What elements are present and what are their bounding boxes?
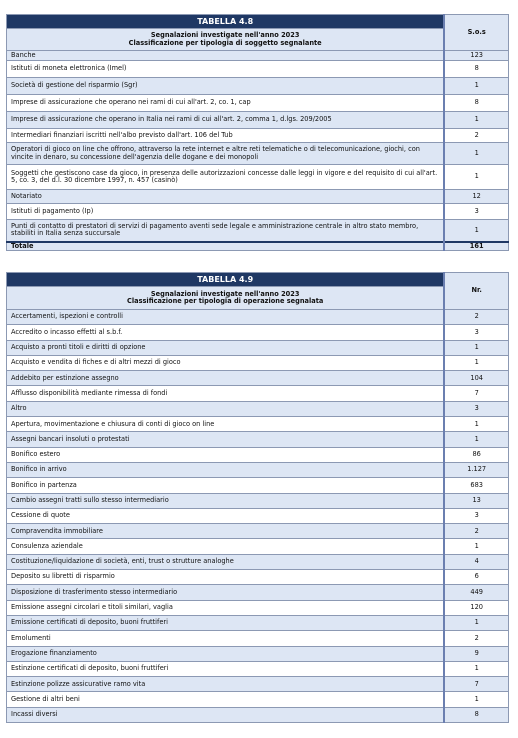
row-value: 3 — [444, 401, 508, 416]
row-value: 1 — [444, 417, 508, 432]
table-body — [7, 51, 509, 242]
row-value: 683 — [444, 478, 508, 493]
row-label: Afflusso disponibilità mediante rimessa di fondi — [7, 386, 445, 401]
table-row — [7, 570, 509, 585]
row-value: 8 — [444, 95, 508, 112]
row-label: Gestione di altri beni — [7, 692, 445, 707]
table-row — [7, 462, 509, 477]
table-title: TABELLA 4.8 — [7, 15, 445, 29]
table-subtitle — [7, 287, 445, 310]
table-row — [7, 51, 509, 61]
row-value: 3 — [444, 508, 508, 523]
row-value: 1 — [444, 220, 508, 242]
row-label: Estinzione polizze assicurative ramo vita — [7, 677, 445, 692]
row-label: Cessione di quote — [7, 508, 445, 523]
row-label: Disposizione di trasferimento stesso intermediario — [7, 585, 445, 600]
table-row — [7, 417, 509, 432]
row-value: 3 — [444, 204, 508, 220]
row-label: Società di gestione del risparmio (Sgr) — [7, 78, 445, 95]
table-row — [7, 165, 509, 190]
table-row — [7, 355, 509, 370]
row-label: Imprese di assicurazione che operano nei rami di cui all'art. 2, co. 1, cap — [7, 95, 445, 112]
row-value: 2 — [444, 631, 508, 646]
subtitle-line-2: Classificazione per tipologia di operazione segnalata — [127, 297, 324, 305]
column-header: S.o.s — [444, 15, 508, 51]
row-label: Costituzione/liquidazione di società, enti, trust o strutture analoghe — [7, 554, 445, 569]
row-value: 1 — [444, 432, 508, 447]
subtitle-line-1: Segnalazioni investigate nell'anno 2023 — [150, 289, 300, 298]
table-row — [7, 631, 509, 646]
row-label: Assegni bancari insoluti o protestati — [7, 432, 445, 447]
table-row — [7, 493, 509, 508]
row-value: 9 — [444, 646, 508, 661]
row-label: Estinzione certificati di deposito, buoni fruttiferi — [7, 661, 445, 676]
table-row — [7, 386, 509, 401]
row-value: 86 — [444, 447, 508, 462]
table-row — [7, 508, 509, 523]
row-label: Notariato — [7, 190, 445, 204]
table-row — [7, 585, 509, 600]
table-4-8 — [6, 14, 509, 251]
table-row — [7, 677, 509, 692]
row-value: 1 — [444, 340, 508, 355]
row-label: Istituti di moneta elettronica (Imel) — [7, 61, 445, 78]
row-value: 2 — [444, 524, 508, 539]
table-row — [7, 478, 509, 493]
table-row — [7, 310, 509, 325]
row-label: Deposito su libretti di risparmio — [7, 570, 445, 585]
table-4-9 — [6, 272, 509, 723]
table-row — [7, 112, 509, 129]
subtitle-line-2: Classificazione per tipologia di soggetto segnalante — [128, 38, 322, 47]
row-value: 1 — [444, 143, 508, 165]
row-value: 2 — [444, 129, 508, 143]
row-label: Cambio assegni tratti sullo stesso intermediario — [7, 493, 445, 508]
table-row — [7, 190, 509, 204]
table-row — [7, 204, 509, 220]
row-label: Soggetti che gestiscono case da gioco, in presenza delle autorizzazioni concesse dalle leggi in vigore e del requisito di cui all'art. 5, co. 3, del d.l. 30 dicembre 1997, n. 457 (casinò) — [7, 165, 445, 190]
table-row — [7, 401, 509, 416]
row-value: 1 — [444, 661, 508, 676]
table-row — [7, 600, 509, 615]
row-label: Altro — [7, 401, 445, 416]
row-label: Intermediari finanziari iscritti nell'albo previsto dall'art. 106 del Tub — [7, 129, 445, 143]
table-row — [7, 325, 509, 340]
row-value: 6 — [444, 570, 508, 585]
table-row — [7, 95, 509, 112]
table-row — [7, 661, 509, 676]
row-label: Accertamenti, ispezioni e controlli — [7, 310, 445, 325]
row-value: 8 — [444, 61, 508, 78]
row-label: Apertura, movimentazione e chiusura di conti di gioco on line — [7, 417, 445, 432]
row-label: Punti di contatto di prestatori di servizi di pagamento aventi sede legale e amministrazione centrale in altro stato membro, stabiliti in Italia senza succursale — [7, 220, 445, 242]
row-label: Compravendita immobiliare — [7, 524, 445, 539]
row-value: 1 — [444, 355, 508, 370]
table-row — [7, 707, 509, 722]
row-value: 1 — [444, 692, 508, 707]
row-label: Consulenza aziendale — [7, 539, 445, 554]
row-value: 13 — [444, 493, 508, 508]
table-subtitle — [7, 29, 445, 51]
row-label: Incassi diversi — [7, 707, 445, 722]
row-label: Accredito o incasso effetti al s.b.f. — [7, 325, 445, 340]
row-label: Operatori di gioco on line che offrono, attraverso la rete internet e altre reti telematiche o di telecomunicazione, giochi, con vincite in denaro, su concessione dell'agenzia delle dogane e dei monopoli — [7, 143, 445, 165]
table-body — [7, 310, 509, 723]
row-value: 8 — [444, 707, 508, 722]
row-value: 1 — [444, 78, 508, 95]
row-value: 1 — [444, 615, 508, 630]
row-label: Bonifico in partenza — [7, 478, 445, 493]
table-row — [7, 371, 509, 386]
table-row — [7, 646, 509, 661]
row-value: 1.127 — [444, 462, 508, 477]
row-value: 12 — [444, 190, 508, 204]
table-row — [7, 143, 509, 165]
table-row — [7, 554, 509, 569]
row-label: Emissione certificati di deposito, buoni fruttiferi — [7, 615, 445, 630]
row-label: Istituti di pagamento (Ip) — [7, 204, 445, 220]
table-row — [7, 61, 509, 78]
table-title: TABELLA 4.9 — [7, 273, 445, 287]
total-row — [7, 242, 509, 251]
table-row — [7, 78, 509, 95]
table-row — [7, 340, 509, 355]
row-label: Acquisto a pronti titoli e diritti di opzione — [7, 340, 445, 355]
row-value: 1 — [444, 539, 508, 554]
table-row — [7, 220, 509, 242]
table-row — [7, 524, 509, 539]
row-label: Banche — [7, 51, 445, 61]
row-label: Emissione assegni circolari e titoli similari, vaglia — [7, 600, 445, 615]
row-value: 123 — [444, 51, 508, 61]
table-row — [7, 129, 509, 143]
row-label: Imprese di assicurazione che operano in Italia nei rami di cui all'art. 2, comma 1, d.lgs. 209/2005 — [7, 112, 445, 129]
row-label: Bonifico in arrivo — [7, 462, 445, 477]
row-value: 2 — [444, 310, 508, 325]
row-value: 104 — [444, 371, 508, 386]
row-label: Bonifico estero — [7, 447, 445, 462]
table-row — [7, 432, 509, 447]
table-row — [7, 539, 509, 554]
row-value: 3 — [444, 325, 508, 340]
row-value: 449 — [444, 585, 508, 600]
table-row — [7, 447, 509, 462]
row-value: 1 — [444, 165, 508, 190]
row-label: Addebito per estinzione assegno — [7, 371, 445, 386]
row-value: 4 — [444, 554, 508, 569]
subtitle-line-1: Segnalazioni investigate nell'anno 2023 — [150, 31, 300, 40]
row-value: 7 — [444, 677, 508, 692]
total-value: 161 — [444, 242, 508, 251]
row-value: 120 — [444, 600, 508, 615]
total-label: Totale — [7, 242, 445, 251]
row-value: 1 — [444, 112, 508, 129]
row-value: 7 — [444, 386, 508, 401]
column-header: Nr. — [444, 273, 508, 310]
row-label: Erogazione finanziamento — [7, 646, 445, 661]
table-row — [7, 692, 509, 707]
table-row — [7, 615, 509, 630]
row-label: Emolumenti — [7, 631, 445, 646]
row-label: Acquisto e vendita di fiches e di altri mezzi di gioco — [7, 355, 445, 370]
